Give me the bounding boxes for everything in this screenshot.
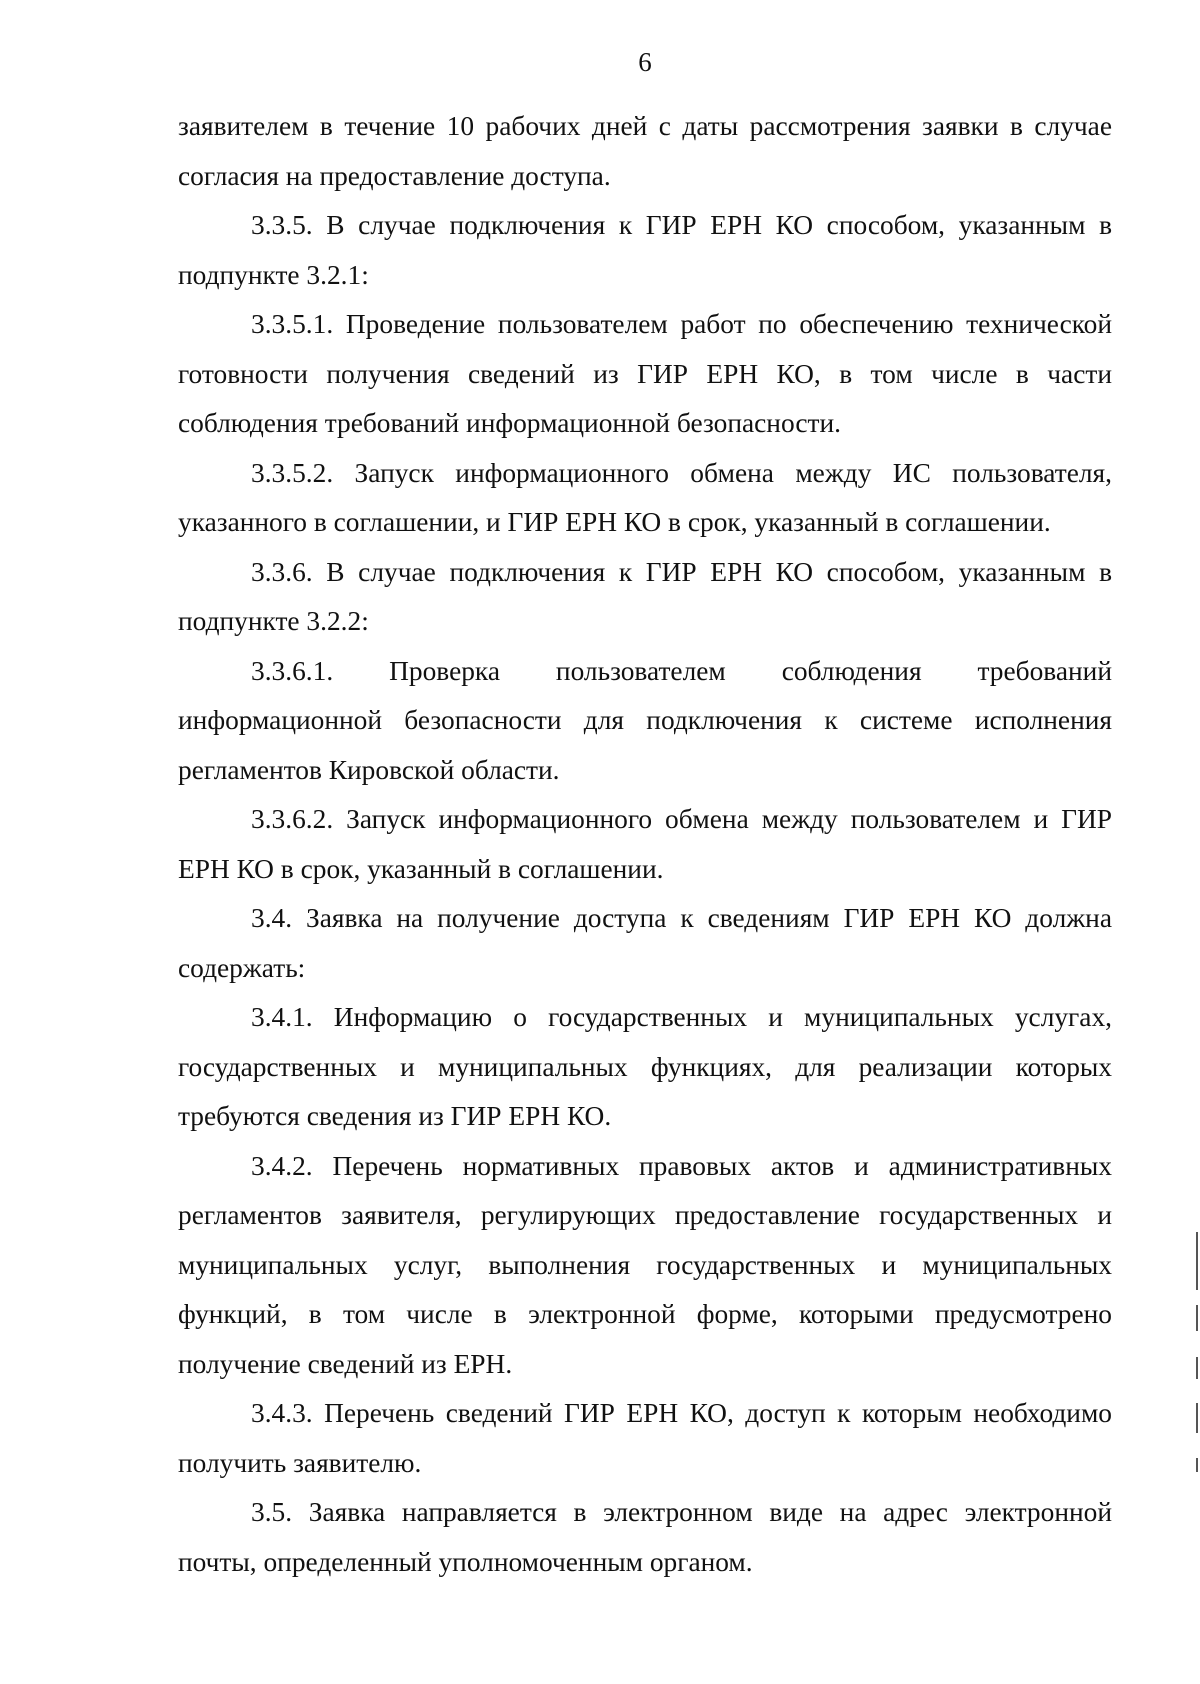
scan-edge-mark (1196, 1357, 1198, 1379)
paragraph-3-5: 3.5. Заявка направляется в электронном виде на адрес электронной почты, определенный уполномоченным органом. (178, 1497, 1112, 1577)
paragraph-3-4-3: 3.4.3. Перечень сведений ГИР ЕРН КО, доступ к которым необходимо получить заявителю. (178, 1398, 1112, 1478)
document-body (178, 102, 1112, 1587)
scan-edge-mark (1196, 1232, 1198, 1290)
paragraph-continuation: заявителем в течение 10 рабочих дней с даты рассмотрения заявки в случае согласия на предоставление доступа. (178, 111, 1112, 191)
paragraph-3-4: 3.4. Заявка на получение доступа к сведениям ГИР ЕРН КО должна содержать: (178, 903, 1112, 983)
page-number: 6 (638, 47, 652, 77)
paragraph-3-3-5-2: 3.3.5.2. Запуск информационного обмена между ИС пользователя, указанного в соглашении, и ГИР ЕРН КО в срок, указанный в соглашении. (178, 457, 1112, 537)
scan-edge-mark (1196, 1403, 1198, 1433)
scan-edge-mark (1196, 1458, 1198, 1472)
paragraph-3-4-1: 3.4.1. Информацию о государственных и муниципальных услугах, государственных и муниципальных функциях, для реализации которых требуются сведения из ГИР ЕРН КО. (178, 1002, 1112, 1131)
paragraph-3-4-2: 3.4.2. Перечень нормативных правовых актов и административных регламентов заявителя, регулирующих предоставление государственных и муниципальных услуг, выполнения государственных и муниципальных функций, в том числе в электронной форме, которыми предусмотрено получение сведений из ЕРН. (178, 1150, 1112, 1379)
paragraph-3-3-6-2: 3.3.6.2. Запуск информационного обмена между пользователем и ГИР ЕРН КО в срок, указанный в соглашении. (178, 804, 1112, 884)
paragraph-3-3-6-1: 3.3.6.1. Проверка пользователем соблюдения требований информационной безопасности для подключения к системе исполнения регламентов Кировской области. (178, 655, 1112, 785)
scan-edge-mark (1196, 1305, 1198, 1331)
paragraph-3-3-5-1: 3.3.5.1. Проведение пользователем работ по обеспечению технической готовности получения сведений из ГИР ЕРН КО, в том числе в части соблюдения требований информационной безопасности. (178, 309, 1112, 438)
paragraph-3-3-6: 3.3.6. В случае подключения к ГИР ЕРН КО способом, указанным в подпункте 3.2.2: (178, 556, 1112, 636)
paragraph-3-3-5: 3.3.5. В случае подключения к ГИР ЕРН КО способом, указанным в подпункте 3.2.1: (178, 210, 1112, 290)
